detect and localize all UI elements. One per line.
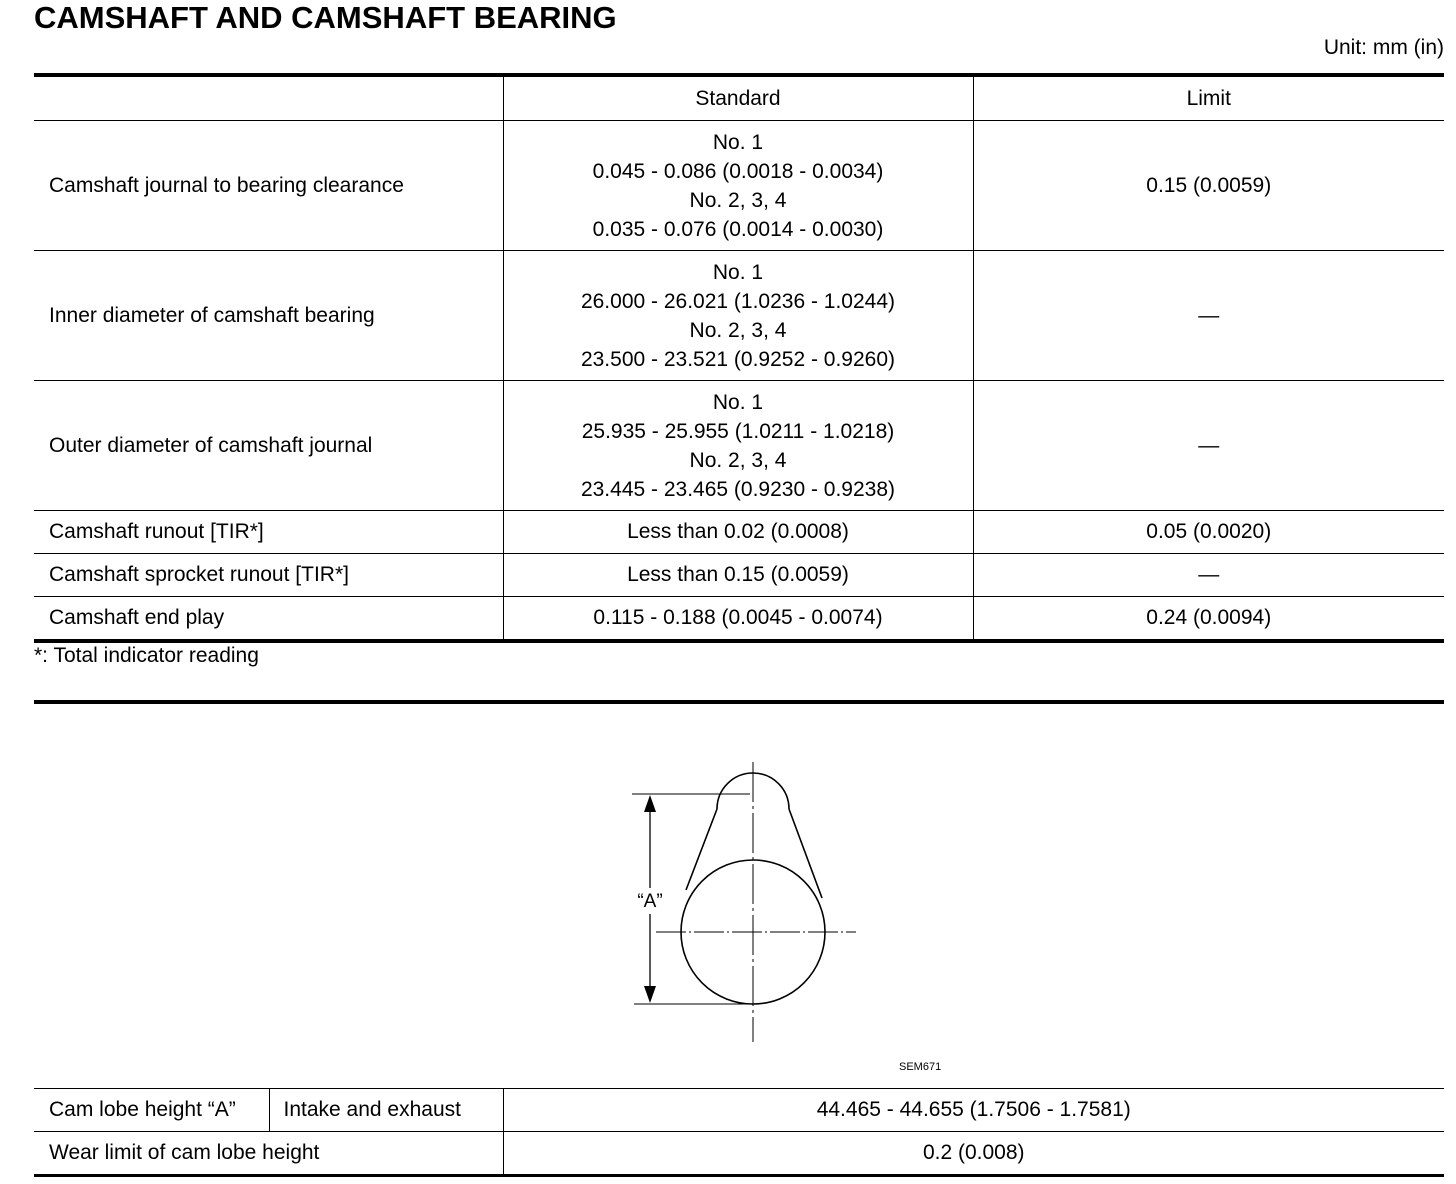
header-standard: Standard [503,75,973,121]
row-limit: — [973,554,1444,597]
table-row [34,1089,1444,1132]
row-standard: Less than 0.02 (0.0008) [503,511,973,554]
lobe-flank-left [686,809,717,890]
standard-line: No. 2, 3, 4 [689,448,787,472]
standard-line: 23.445 - 23.465 (0.9230 - 0.9238) [580,477,896,501]
row-value: 0.2 (0.008) [503,1132,1444,1176]
standard-line: No. 1 [712,390,764,414]
table-row [34,251,1444,381]
row-item: Camshaft journal to bearing clearance [34,121,503,251]
row-standard [503,251,973,381]
table-header-row [34,75,1444,121]
row-standard [503,381,973,511]
unit-label: Unit: mm (in) [1323,36,1444,59]
row-item: Cam lobe height “A” [34,1089,269,1132]
row-item: Inner diameter of camshaft bearing [34,251,503,381]
table-row [34,121,1444,251]
row-item: Outer diameter of camshaft journal [34,381,503,511]
standard-line: 26.000 - 26.021 (1.0236 - 1.0244) [580,289,896,313]
table-row [34,511,1444,554]
table-row [34,597,1444,642]
cam-lobe-table [34,1088,1444,1177]
standard-line: 23.500 - 23.521 (0.9252 - 0.9260) [580,347,896,371]
figure-id: SEM671 [899,1061,942,1073]
dimension-label: “A” [637,891,663,912]
row-limit: 0.15 (0.0059) [973,121,1444,251]
table-row [34,381,1444,511]
row-item: Camshaft runout [TIR*] [34,511,503,554]
standard-line: No. 2, 3, 4 [689,188,787,212]
lobe-flank-right [789,809,822,898]
header-item [34,75,503,121]
standard-line: 0.035 - 0.076 (0.0014 - 0.0030) [592,217,884,241]
row-item: Wear limit of cam lobe height [49,1141,320,1164]
table-row [34,554,1444,597]
spec-table [34,73,1444,643]
standard-line: No. 1 [712,260,764,284]
row-standard: Less than 0.15 (0.0059) [503,554,973,597]
row-subitem: Intake and exhaust [269,1089,503,1132]
footnote: *: Total indicator reading [34,644,259,667]
row-value: 44.465 - 44.655 (1.7506 - 1.7581) [503,1089,1444,1132]
row-limit: 0.05 (0.0020) [973,511,1444,554]
table-row [34,1132,1444,1176]
section-divider [34,700,1444,704]
standard-line: No. 2, 3, 4 [689,318,787,342]
standard-line: 0.045 - 0.086 (0.0018 - 0.0034) [592,159,884,183]
arrow-bottom [644,986,656,1003]
standard-line: No. 1 [712,130,764,154]
row-item: Camshaft end play [49,606,225,629]
arrow-top [644,795,656,812]
cam-lobe-diagram [600,760,870,1045]
row-standard [503,121,973,251]
page-title: CAMSHAFT AND CAMSHAFT BEARING [34,0,617,35]
row-standard: 0.115 - 0.188 (0.0045 - 0.0074) [503,597,973,642]
row-limit: — [973,251,1444,381]
standard-line: 25.935 - 25.955 (1.0211 - 1.0218) [581,419,895,443]
row-limit: — [973,381,1444,511]
row-item: Camshaft sprocket runout [TIR*] [34,554,503,597]
header-limit: Limit [973,75,1444,121]
row-limit: 0.24 (0.0094) [973,597,1444,642]
